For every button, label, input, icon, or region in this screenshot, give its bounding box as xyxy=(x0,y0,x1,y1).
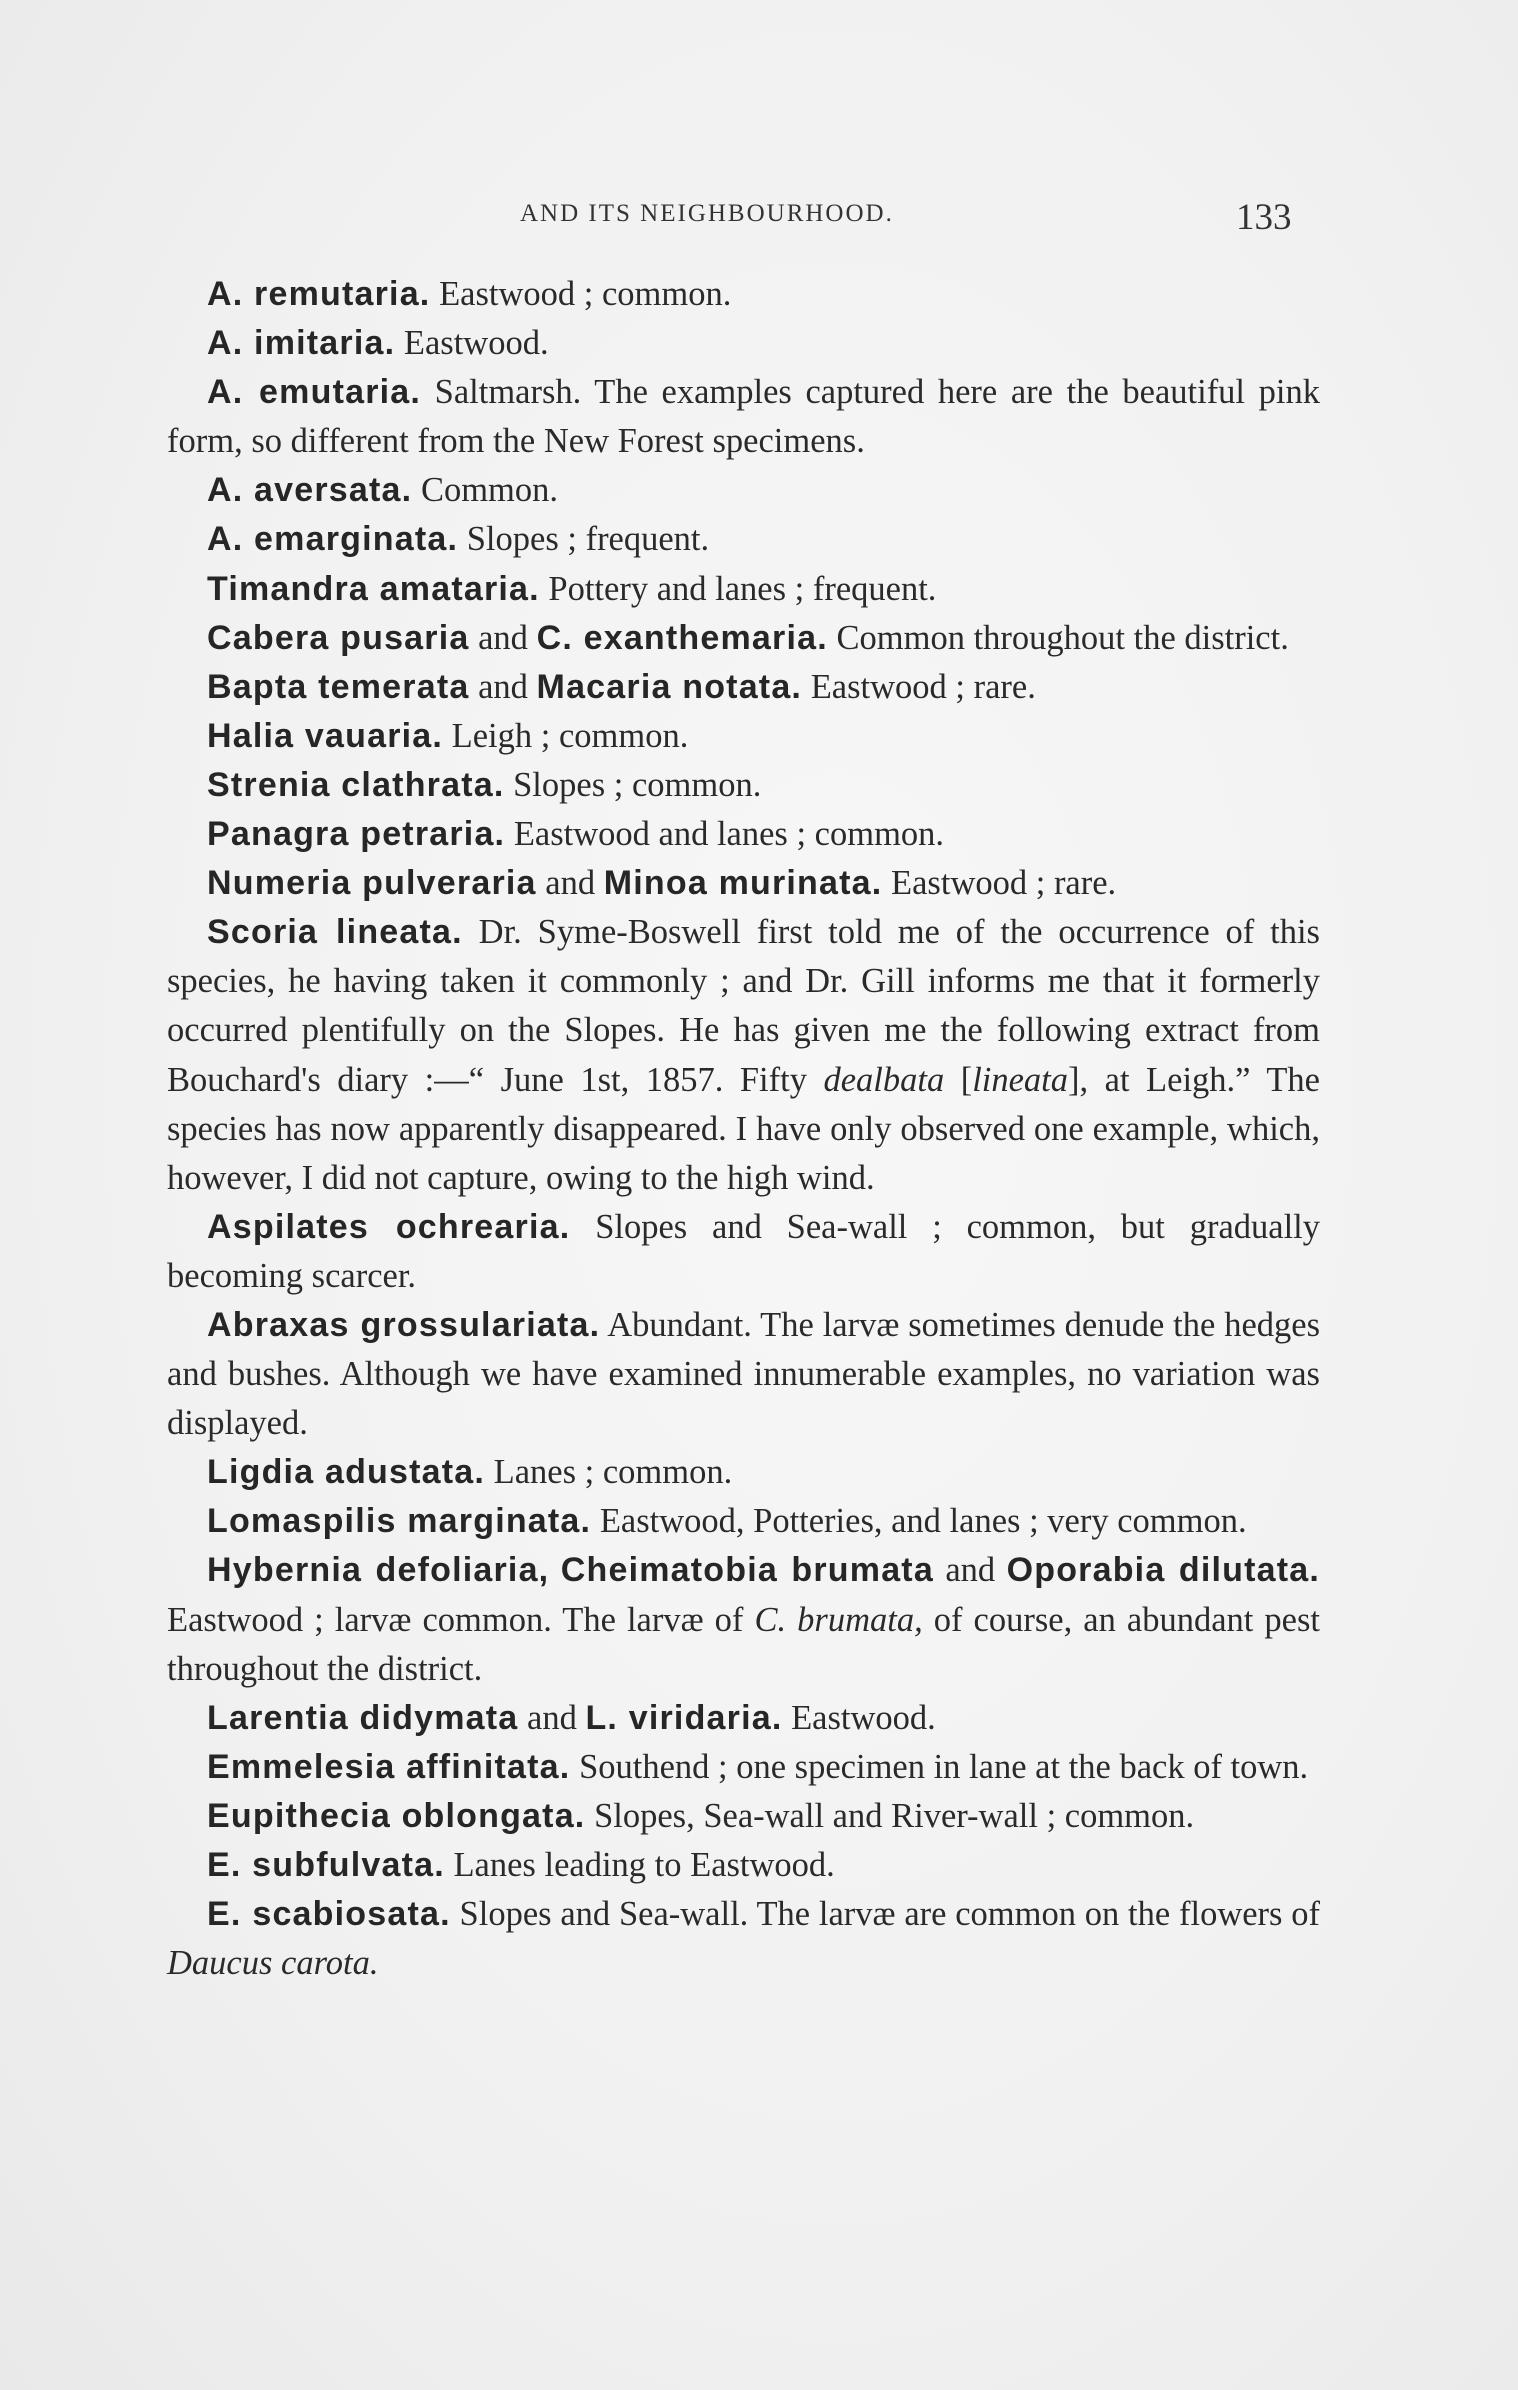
entry-text: Eastwood ; rare. xyxy=(802,667,1036,706)
connector: and xyxy=(933,1551,1007,1590)
entry-text: Pottery and lanes ; frequent. xyxy=(539,569,937,608)
entry xyxy=(167,1497,1320,1546)
species-name: Halia vauaria. xyxy=(207,716,444,755)
species-name: Hybernia defoliaria, xyxy=(207,1551,550,1590)
species-name: Eupithecia oblongata. xyxy=(207,1796,586,1835)
species-name: Aspilates ochrearia. xyxy=(207,1207,571,1246)
species-name: Cheimatobia brumata xyxy=(560,1551,934,1590)
connector xyxy=(549,1551,560,1589)
entry-text: Abundant. The larvæ sometimes denude the hedges and bushes. Although we have examined innumerable examples, no variation was displayed. xyxy=(167,1305,1320,1443)
entry-text: Leigh ; common. xyxy=(443,716,689,755)
entry-text: Eastwood ; rare. xyxy=(882,864,1117,903)
entry-text: Slopes and Sea-wall. The larvæ are common on the flowers of xyxy=(450,1895,1320,1934)
entry-text: [ xyxy=(944,1060,973,1099)
entry xyxy=(167,1546,1320,1693)
entry-text: Slopes ; frequent. xyxy=(458,520,710,559)
page-number: 133 xyxy=(1236,197,1292,238)
entry-text: Dr. Syme-Boswell first told me of the occurrence of this species, he having taken it commonly ; and Dr. Gill informs me that it formerly occurred plentifully on the Slopes. He has given me the following extract from Bouchard's diary :—“ June 1st, 1857. Fifty xyxy=(167,913,1320,1099)
entry xyxy=(167,466,1320,515)
connector: and xyxy=(469,667,537,706)
entry-text: Saltmarsh. The examples captured here are the beautiful pink form, so different from the New Forest specimens. xyxy=(167,373,1320,461)
species-name: E. scabiosata. xyxy=(207,1895,451,1934)
species-name: Strenia clathrata. xyxy=(207,765,505,804)
entry xyxy=(167,712,1320,761)
entry-text: Slopes, Sea-wall and River-wall ; common. xyxy=(585,1796,1195,1835)
entry-text: Eastwood and lanes ; common. xyxy=(505,815,945,854)
entry-text: Eastwood. xyxy=(395,324,549,363)
entry-text: Lanes ; common. xyxy=(485,1453,733,1492)
connector: and xyxy=(518,1698,586,1737)
species-name: Numeria pulveraria xyxy=(207,864,537,903)
entry xyxy=(167,908,1320,1203)
entry xyxy=(167,368,1320,466)
entry-text: Eastwood, Potteries, and lanes ; very common. xyxy=(591,1502,1247,1541)
species-name: Emmelesia affinitata. xyxy=(207,1747,571,1786)
species-name: Panagra petraria. xyxy=(207,815,506,854)
species-name: A. emutaria. xyxy=(207,373,422,412)
species-name: A. imitaria. xyxy=(207,324,396,363)
entry xyxy=(167,515,1320,564)
species-name: Cabera pusaria xyxy=(207,618,470,657)
italic-text: lineata xyxy=(972,1060,1069,1099)
entry-text: Southend ; one specimen in lane at the back of town. xyxy=(570,1747,1309,1786)
entry xyxy=(167,1448,1320,1497)
entry xyxy=(167,859,1320,908)
entry-text: of course, an abundant pest throughout the district. xyxy=(167,1600,1320,1688)
entry xyxy=(167,614,1320,663)
entry xyxy=(167,663,1320,712)
species-name: E. subfulvata. xyxy=(207,1846,445,1884)
entry-text: ], at Leigh.” The species has now apparently disappeared. I have only observed one example, which, however, I did not capture, owing to the high wind. xyxy=(167,1060,1320,1197)
species-name: C. exanthemaria. xyxy=(536,618,828,657)
italic-text: dealbata xyxy=(823,1060,945,1099)
entry xyxy=(167,1890,1320,1988)
connector: and xyxy=(469,618,537,657)
species-name: Abraxas grossulariata. xyxy=(207,1305,601,1344)
entry xyxy=(167,1792,1320,1841)
entry xyxy=(167,565,1320,614)
entry-text: Eastwood ; larvæ common. The larvæ of xyxy=(167,1600,755,1639)
species-name: Oporabia dilutata. xyxy=(1006,1551,1320,1590)
species-name: A. emarginata. xyxy=(207,520,459,559)
entry xyxy=(167,1203,1320,1301)
entry-text: Lanes leading to Eastwood. xyxy=(444,1846,835,1884)
species-name: A. aversata. xyxy=(207,471,413,510)
connector: and xyxy=(536,864,604,903)
entry xyxy=(167,1694,1320,1743)
entry xyxy=(167,1841,1320,1890)
species-list xyxy=(167,270,1320,1988)
entry xyxy=(167,319,1320,368)
entry xyxy=(167,1743,1320,1792)
entry-text: Common throughout the district. xyxy=(827,618,1289,657)
entry-text: Eastwood. xyxy=(782,1698,936,1737)
species-name: A. remutaria. xyxy=(207,275,431,313)
italic-text: C. brumata, xyxy=(754,1600,923,1639)
entry xyxy=(167,1301,1320,1448)
entry xyxy=(167,270,1320,319)
entry xyxy=(167,761,1320,810)
species-name: Lomaspilis marginata. xyxy=(207,1502,592,1541)
entry xyxy=(167,810,1320,859)
species-name: Larentia didymata xyxy=(207,1698,519,1737)
entry-text: Common. xyxy=(412,471,558,510)
entry-text: Slopes and Sea-wall ; common, but gradually becoming scarcer. xyxy=(167,1207,1320,1295)
italic-text: Daucus carota. xyxy=(167,1944,379,1983)
species-name: Macaria notata. xyxy=(536,667,803,706)
species-name: Timandra amataria. xyxy=(207,569,540,608)
running-head: AND ITS NEIGHBOURHOOD. xyxy=(520,200,894,227)
species-name: Scoria lineata. xyxy=(207,913,463,952)
species-name: Minoa murinata. xyxy=(603,864,883,903)
entry-text: Eastwood ; common. xyxy=(430,275,732,313)
species-name: Bapta temerata xyxy=(207,667,470,706)
species-name: L. viridaria. xyxy=(585,1698,783,1737)
species-name: Ligdia adustata. xyxy=(207,1453,486,1492)
entry-text: Slopes ; common. xyxy=(504,765,762,804)
